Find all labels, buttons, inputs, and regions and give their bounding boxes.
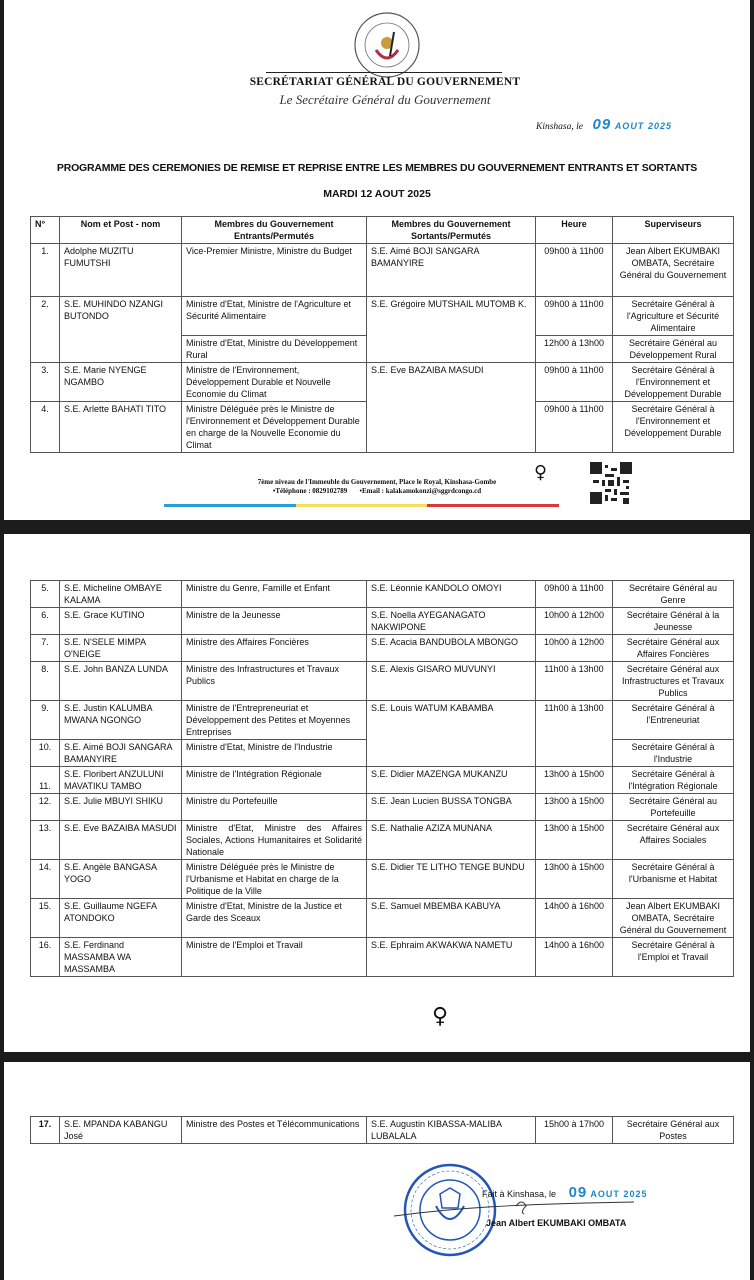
document-page-1 <box>4 0 750 520</box>
document-page-3 <box>4 1062 750 1280</box>
table-row: 14. S.E. Angèle BANGASA YOGO Ministre Déléguée près le Ministre de l'Urbanisme et Habitat en charge de la Politique de la Ville S.E. Didier TE LITHO TENGE BUNDU 13h00 à 15h00 Secrétaire Général à l'Urbanisme et Habitat <box>31 860 734 899</box>
table-row: 9. S.E. Justin KALUMBA MWANA NGONGO Ministre de l'Entrepreneuriat et Développement des Petites et Moyennes Entreprises S.E. Louis WATUM KABAMBA 11h00 à 13h00 Secrétaire Général à l'Entreneuriat <box>31 701 734 740</box>
table-row: 16. S.E. Ferdinand MASSAMBA WA MASSAMBA Ministre de l'Emploi et Travail S.E. Ephraim AKWAKWA NAMETU 14h00 à 16h00 Secrétaire Général à l'Emploi et Travail <box>31 938 734 977</box>
place-date <box>536 116 672 133</box>
table-row: 12. S.E. Julie MBUYI SHIKU Ministre du Portefeuille S.E. Jean Lucien BUSSA TONGBA 13h00 à 15h00 Secrétaire Général au Portefeuille <box>31 794 734 821</box>
document-page-2 <box>4 534 750 1052</box>
flag-color-bar <box>164 504 559 507</box>
table-row: 13. S.E. Eve BAZAIBA MASUDI Ministre d'Etat, Ministre des Affaires Sociales, Actions Humanitaires et Solidarité Nationale S.E. Nathalie AZIZA MUNANA 13h00 à 15h00 Secrétaire Général aux Affaires Sociales <box>31 821 734 860</box>
footer-email: •Email : kalakamokonzi@sggrdcongo.cd <box>359 487 482 495</box>
header-time: Heure <box>536 217 613 244</box>
table-header-row <box>31 217 734 244</box>
signature-date-stamp: 09 AOUT 2025 <box>568 1184 648 1201</box>
table-row: 10. S.E. Aimé BOJI SANGARA BAMANYIRE Ministre d'Etat, Ministre de l'Industrie Secrétaire Général à l'Industrie <box>31 740 734 767</box>
table-row: 17. S.E. MPANDA KABANGU José Ministre des Postes et Télécommunications S.E. Augustin KIBASSA-MALIBA LUBALALA 15h00 à 17h00 Secrétaire Général aux Postes <box>31 1117 734 1144</box>
footer-phone: •Téléphone : 0829102789 <box>272 487 348 495</box>
table-row: Ministre d'Etat, Ministre du Développement Rural 12h00 à 13h00 Secrétaire Général au Développement Rural <box>31 336 734 363</box>
footer-address-block <box>4 478 750 496</box>
header-outgoing: Membres du Gouvernement Sortants/Permutés <box>367 217 536 244</box>
date-stamp: 09 AOUT 2025 <box>592 116 672 133</box>
organization-name: SECRÉTARIAT GÉNÉRAL DU GOUVERNEMENT <box>249 76 521 88</box>
table-row: 7. S.E. N'SELE MIMPA O'NEIGE Ministre des Affaires Foncières S.E. Acacia BANDUBOLA MBONGO 10h00 à 12h00 Secrétaire Général aux Affaires Foncières <box>31 635 734 662</box>
document-date: MARDI 12 AOUT 2025 <box>323 188 431 200</box>
programme-table-page-3 <box>30 1116 734 1144</box>
footer-address: 7ème niveau de l'Immeuble du Gouvernement, Place le Royal, Kinshasa-Gombe <box>257 478 497 486</box>
flag-blue <box>164 504 296 507</box>
programme-table-page-1 <box>30 216 734 453</box>
table-row: 15. S.E. Guillaume NGEFA ATONDOKO Ministre d'Etat, Ministre de la Justice et Garde des Sceaux S.E. Samuel MBEMBA KABUYA 14h00 à 16h00 Jean Albert EKUMBAKI OMBATA, Secrétaire Général du Gouvernement <box>31 899 734 938</box>
initials-mark: ♀ <box>534 462 548 483</box>
table-row: 2. S.E. MUHINDO NZANGI BUTONDO Ministre d'Etat, Ministre de l'Agriculture et Sécurité Alimentaire S.E. Grégoire MUTSHAIL MUTOMB K. 09h00 à 11h00 Secrétaire Général à l'Agriculture et Sécurité Alimentaire <box>31 297 734 336</box>
flag-red <box>427 504 559 507</box>
footer-contact <box>4 487 750 496</box>
table-row: 3. S.E. Marie NYENGE NGAMBO Ministre de l'Environnement, Développement Durable et Nouvelle Economie du Climat S.E. Eve BAZAIBA MASUDI 09h00 à 11h00 Secrétaire Général à l'Environnement et Développement Durable <box>31 363 734 402</box>
flag-yellow <box>296 504 428 507</box>
header-num: N° <box>31 217 60 244</box>
document-title: PROGRAMME DES CEREMONIES DE REMISE ET REPRISE ENTRE LES MEMBRES DU GOUVERNEMENT ENTRANTS ET SORTANTS <box>56 162 698 174</box>
table-row: 5. S.E. Micheline OMBAYE KALAMA Ministre du Genre, Famille et Enfant S.E. Léonnie KANDOLO OMOYI 09h00 à 11h00 Secrétaire Général au Genre <box>31 581 734 608</box>
header-supervisor: Superviseurs <box>613 217 734 244</box>
table-row: 6. S.E. Grace KUTINO Ministre de la Jeunesse S.E. Noella AYEGANAGATO NAKWIPONE 10h00 à 12h00 Secrétaire Général à la Jeunesse <box>31 608 734 635</box>
table-row: 1. Adolphe MUZITU FUMUTSHI Vice-Premier Ministre, Ministre du Budget S.E. Aimé BOJI SANGARA BAMANYIRE 09h00 à 11h00 Jean Albert EKUMBAKI OMBATA, Secrétaire Général du Gouvernement <box>31 244 734 297</box>
qr-code-icon <box>590 462 632 504</box>
table-row: 4. S.E. Arlette BAHATI TITO Ministre Déléguée près le Ministre de l'Environnement et Développement Durable en charge de la Nouvelle Economie du Climat 09h00 à 11h00 Secrétaire Général à l'Environnement et Développement Durable <box>31 402 734 453</box>
place-label: Kinshasa, le <box>536 122 583 132</box>
signature-place-label: Fait à Kinshasa, le <box>482 1189 557 1199</box>
government-seal-logo <box>352 10 422 80</box>
initials-mark: ♀ <box>432 1004 449 1029</box>
organization-subtitle: Le Secrétaire Général du Gouvernement <box>279 92 491 107</box>
header-name: Nom et Post - nom <box>60 217 182 244</box>
table-row: 11. S.E. Floribert ANZULUNI MAVATIKU TAMBO Ministre de l'Intégration Régionale S.E. Didier MAZENGA MUKANZU 13h00 à 15h00 Secrétaire Général à l'Intégration Régionale <box>31 767 734 794</box>
handwritten-signature <box>394 1198 634 1218</box>
signatory-name: Jean Albert EKUMBAKI OMBATA <box>486 1218 627 1228</box>
signature-place-date <box>482 1184 647 1201</box>
table-row: 8. S.E. John BANZA LUNDA Ministre des Infrastructures et Travaux Publics S.E. Alexis GISARO MUVUNYI 11h00 à 13h00 Secrétaire Général aux Infrastructures et Travaux Publics <box>31 662 734 701</box>
header-rule <box>266 72 502 73</box>
programme-table-page-2 <box>30 580 734 977</box>
header-incoming: Membres du Gouvernement Entrants/Permutés <box>182 217 367 244</box>
